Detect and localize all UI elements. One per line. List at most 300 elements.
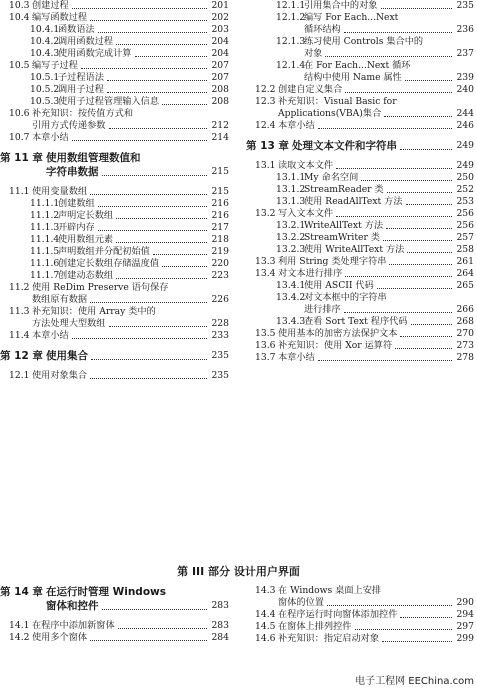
leader-dots <box>90 639 207 641</box>
leader-dots <box>102 174 207 176</box>
section-title: 写入文本文件 <box>278 208 334 219</box>
leader-dots <box>384 115 452 117</box>
page-number: 233 <box>211 330 229 341</box>
section-title: 创建动态数组 <box>58 270 114 281</box>
toc-entry[interactable] <box>0 60 232 72</box>
section-title: 使用 ReDim Preserve 语句保存 <box>32 282 169 293</box>
toc-entry[interactable] <box>246 120 477 132</box>
section-number: 12.1.1 <box>276 0 306 11</box>
toc-entry[interactable] <box>0 246 232 258</box>
toc-entry[interactable] <box>246 208 477 220</box>
page-number: 256 <box>456 220 474 231</box>
section-title: 本章小结 <box>32 330 69 341</box>
page-number: 220 <box>211 258 229 269</box>
toc-entry[interactable] <box>246 220 477 232</box>
toc-entry[interactable] <box>0 24 232 36</box>
page-number: 270 <box>456 328 474 339</box>
leader-dots <box>411 323 452 325</box>
leader-dots <box>325 55 452 57</box>
section-number: 14.3 <box>255 585 276 596</box>
page-number: 219 <box>211 246 229 257</box>
leader-dots <box>386 227 452 229</box>
toc-entry[interactable] <box>0 132 232 144</box>
toc-right-column-lower <box>246 585 477 645</box>
toc-entry[interactable] <box>0 620 232 632</box>
toc-entry[interactable] <box>246 108 477 120</box>
section-title: 在程序运行时向窗体添加控件 <box>278 609 398 620</box>
page-number: 207 <box>211 72 229 83</box>
page-number: 261 <box>456 256 474 267</box>
toc-entry[interactable] <box>246 597 477 609</box>
section-title: 窗体的位置 <box>278 597 324 608</box>
part-heading: 第 III 部分 设计用户界面 <box>177 565 300 578</box>
section-title: 对象 <box>304 48 323 59</box>
page-number: 253 <box>456 196 474 207</box>
page-number: 217 <box>211 222 229 233</box>
section-title: 编写 For Each...Next <box>304 12 399 23</box>
spacer <box>0 613 232 620</box>
spacer <box>0 144 232 151</box>
page-number: 297 <box>456 621 474 632</box>
section-title: 在 Windows 桌面上安排 <box>278 585 382 596</box>
section-number: 11.1 <box>9 186 30 197</box>
section-number: 13.1 <box>255 160 276 171</box>
page-number: 264 <box>456 268 474 279</box>
toc-entry[interactable] <box>246 160 477 172</box>
section-number: 10.4.2 <box>30 36 60 47</box>
section-title: 循环结构 <box>304 24 341 35</box>
toc-entry[interactable] <box>246 340 477 352</box>
leader-dots <box>405 79 452 81</box>
page-number: 215 <box>211 166 229 177</box>
section-title: 调用子过程 <box>58 84 104 95</box>
leader-dots <box>361 179 452 181</box>
chapter-title: 使用集合 <box>46 350 88 362</box>
leader-dots <box>135 55 207 57</box>
section-title: Applications(VBA)集合 <box>278 108 382 119</box>
toc-entry[interactable] <box>0 198 232 210</box>
toc-entry[interactable] <box>0 632 232 644</box>
section-number: 10.6 <box>9 108 30 119</box>
toc-entry[interactable] <box>246 585 477 597</box>
leader-dots <box>344 311 452 313</box>
toc-entry[interactable] <box>246 268 477 280</box>
page-number: 236 <box>456 24 474 35</box>
page-number: 273 <box>456 340 474 351</box>
leader-dots <box>90 377 207 379</box>
section-number: 11.1.1 <box>30 198 60 209</box>
toc-entry[interactable] <box>246 304 477 316</box>
section-title: WriteAllText 方法 <box>304 220 384 231</box>
chapter-entry[interactable] <box>0 599 232 613</box>
toc-entry[interactable] <box>0 186 232 198</box>
section-title: 使用变量数组 <box>32 186 88 197</box>
spacer <box>0 363 232 370</box>
section-title: 练习使用 Controls 集合中的 <box>304 36 424 47</box>
leader-dots <box>406 203 452 205</box>
toc-entry[interactable] <box>246 60 477 72</box>
section-number: 10.5.1 <box>30 72 60 83</box>
toc-entry[interactable] <box>0 12 232 24</box>
section-number: 13.2.3 <box>276 244 306 255</box>
page-number: 250 <box>456 172 474 183</box>
toc-entry[interactable] <box>246 48 477 60</box>
section-title: 使用 ReadAllText 方法 <box>304 196 403 207</box>
toc-entry[interactable] <box>246 72 477 84</box>
section-number: 12.3 <box>255 96 276 107</box>
toc-entry[interactable] <box>0 234 232 246</box>
toc-entry[interactable] <box>0 318 232 330</box>
spacer <box>0 179 232 186</box>
leader-dots <box>389 263 452 265</box>
page-number: 284 <box>211 632 229 643</box>
page-number: 258 <box>456 244 474 255</box>
toc-entry[interactable] <box>246 196 477 208</box>
toc-entry[interactable] <box>246 256 477 268</box>
leader-dots <box>72 337 207 339</box>
section-number: 10.3 <box>9 0 30 11</box>
section-number: 13.7 <box>255 352 276 363</box>
section-number: 11.2 <box>9 282 30 293</box>
page-number: 244 <box>456 108 474 119</box>
toc-entry[interactable] <box>0 270 232 282</box>
leader-dots <box>400 616 452 618</box>
page-number: 265 <box>456 280 474 291</box>
section-number: 13.2.2 <box>276 232 306 243</box>
section-title: 本章小结 <box>32 132 69 143</box>
section-number: 10.7 <box>9 132 30 143</box>
spacer <box>0 342 232 349</box>
chapter-number: 第 13 章 <box>246 140 289 152</box>
leader-dots <box>81 67 207 69</box>
toc-right-column <box>246 0 477 364</box>
page-number: 226 <box>211 294 229 305</box>
section-title: 在程序中添加新窗体 <box>32 620 115 631</box>
page-number: 218 <box>211 234 229 245</box>
toc-entry[interactable] <box>0 294 232 306</box>
page-number: 203 <box>211 24 229 35</box>
section-number: 12.1.3 <box>276 36 306 47</box>
section-title: 补充知识：指定启动对象 <box>278 633 380 644</box>
section-number: 14.4 <box>255 609 276 620</box>
page-number: 240 <box>456 84 474 95</box>
section-number: 12.1 <box>9 370 30 381</box>
section-title: 读取文本文件 <box>278 160 334 171</box>
chapter-number: 第 12 章 <box>0 350 43 362</box>
leader-dots <box>90 301 207 303</box>
section-number: 12.1.4 <box>276 60 306 71</box>
section-title: 结构中使用 Name 属性 <box>304 72 402 83</box>
toc-left-column <box>0 0 232 382</box>
leader-dots <box>344 31 452 33</box>
section-title: 方法处理大型数组 <box>32 318 106 329</box>
page-number: 212 <box>211 120 229 131</box>
section-number: 14.1 <box>9 620 30 631</box>
section-title: My 命名空间 <box>304 172 359 183</box>
section-number: 13.4.1 <box>276 280 306 291</box>
leader-dots <box>382 640 452 642</box>
leader-dots <box>107 91 207 93</box>
leader-dots <box>153 253 207 255</box>
page-number: 201 <box>211 0 229 11</box>
section-number: 13.2.1 <box>276 220 306 231</box>
page-number: 266 <box>456 304 474 315</box>
section-number: 11.1.3 <box>30 222 60 233</box>
toc-entry[interactable] <box>246 621 477 633</box>
toc-entry[interactable] <box>0 120 232 132</box>
section-number: 10.4.3 <box>30 48 60 59</box>
section-title: 使用 ASCII 代码 <box>304 280 374 291</box>
section-title: 编写函数过程 <box>32 12 88 23</box>
page-number: 278 <box>456 352 474 363</box>
section-number: 13.1.3 <box>276 196 306 207</box>
page-number: 237 <box>456 48 474 59</box>
leader-dots <box>109 127 207 129</box>
section-number: 12.4 <box>255 120 276 131</box>
toc-entry[interactable] <box>246 0 477 12</box>
chapter-entry[interactable] <box>0 585 232 599</box>
toc-entry[interactable] <box>0 222 232 234</box>
section-title: 本章小结 <box>278 352 315 363</box>
chapter-entry[interactable] <box>246 139 477 153</box>
section-title: 使用多个窗体 <box>32 632 88 643</box>
page-number: 283 <box>211 600 229 611</box>
toc-entry[interactable] <box>246 316 477 328</box>
leader-dots <box>383 239 452 241</box>
toc-entry[interactable] <box>0 48 232 60</box>
page-number: 216 <box>211 198 229 209</box>
leader-dots <box>355 628 452 630</box>
toc-entry[interactable] <box>0 282 232 294</box>
toc-entry[interactable] <box>246 12 477 24</box>
toc-entry[interactable] <box>0 306 232 318</box>
section-number: 14.6 <box>255 633 276 644</box>
toc-entry[interactable] <box>246 172 477 184</box>
page-number: 268 <box>456 316 474 327</box>
toc-entry[interactable] <box>0 84 232 96</box>
section-title: 引用集合中的对象 <box>304 0 378 11</box>
chapter-title: 字符串数据 <box>46 166 99 178</box>
leader-dots <box>336 215 452 217</box>
section-title: 补充知识：使用 Xor 运算符 <box>278 340 393 351</box>
page-number: 214 <box>211 132 229 143</box>
section-number: 14.2 <box>9 632 30 643</box>
leader-dots <box>98 205 207 207</box>
section-title: 子过程语法 <box>58 72 104 83</box>
leader-dots <box>381 7 452 9</box>
toc-entry[interactable] <box>246 328 477 340</box>
chapter-number: 第 14 章 <box>0 586 43 598</box>
leader-dots <box>116 277 207 279</box>
page-number: 299 <box>456 633 474 644</box>
page-number: 257 <box>456 232 474 243</box>
page-number: 246 <box>456 120 474 131</box>
chapter-entry[interactable] <box>0 349 232 363</box>
toc-entry[interactable] <box>246 292 477 304</box>
page-number: 239 <box>456 72 474 83</box>
section-title: 使用基本的加密方法保护文本 <box>278 328 398 339</box>
toc-entry[interactable] <box>0 370 232 382</box>
toc-entry[interactable] <box>0 72 232 84</box>
section-title: 调用函数过程 <box>58 36 114 47</box>
chapter-title: 使用数组管理数值和 <box>46 152 141 164</box>
toc-entry[interactable] <box>0 108 232 120</box>
section-number: 11.4 <box>9 330 30 341</box>
leader-dots <box>318 127 452 129</box>
leader-dots <box>377 287 452 289</box>
leader-dots <box>98 31 207 33</box>
section-number: 11.1.7 <box>30 270 60 281</box>
section-number: 13.1.1 <box>276 172 306 183</box>
leader-dots <box>109 325 207 327</box>
page-number: 208 <box>211 84 229 95</box>
section-title: 对文本进行排序 <box>278 268 343 279</box>
toc-entry[interactable] <box>246 633 477 645</box>
chapter-title: 处理文本文件和字符串 <box>292 140 397 152</box>
section-title: StreamReader 类 <box>304 184 384 195</box>
section-number: 11.1.2 <box>30 210 60 221</box>
toc-entry[interactable] <box>0 258 232 270</box>
section-title: 数组原有数据 <box>32 294 88 305</box>
section-title: StreamWriter 类 <box>304 232 380 243</box>
section-number: 11.1.6 <box>30 258 60 269</box>
section-number: 10.5.2 <box>30 84 60 95</box>
chapter-number: 第 11 章 <box>0 152 43 164</box>
section-number: 12.1.2 <box>276 12 306 23</box>
chapter-entry[interactable] <box>0 151 232 165</box>
section-title: 声明定长数组 <box>58 210 114 221</box>
leader-dots <box>407 251 452 253</box>
leader-dots <box>327 604 452 606</box>
page-number: 290 <box>456 597 474 608</box>
toc-entry[interactable] <box>246 84 477 96</box>
toc-entry[interactable] <box>0 210 232 222</box>
section-number: 14.5 <box>255 621 276 632</box>
leader-dots <box>162 103 207 105</box>
toc-entry[interactable] <box>246 609 477 621</box>
section-title: 使用 WriteAllText 方法 <box>304 244 405 255</box>
section-title: 创建数组 <box>58 198 95 209</box>
spacer <box>246 132 477 139</box>
leader-dots <box>72 139 207 141</box>
leader-dots <box>116 241 207 243</box>
page-number: 249 <box>456 140 474 151</box>
toc-entry[interactable] <box>0 0 232 12</box>
section-number: 10.4 <box>9 12 30 23</box>
section-title: 补充知识：Visual Basic for <box>278 96 397 107</box>
toc-entry[interactable] <box>246 280 477 292</box>
page-number: 235 <box>211 370 229 381</box>
leader-dots <box>345 275 452 277</box>
leader-dots <box>387 191 452 193</box>
section-title: 编写子过程 <box>32 60 78 71</box>
page-number: 204 <box>211 36 229 47</box>
section-title: 使用对象集合 <box>32 370 88 381</box>
page-number: 249 <box>456 160 474 171</box>
section-title: 声明数组并分配初始值 <box>58 246 150 257</box>
page-number: 235 <box>211 350 229 361</box>
section-title: 使用子过程管理输入信息 <box>58 96 160 107</box>
section-number: 13.4 <box>255 268 276 279</box>
spacer <box>246 153 477 160</box>
toc-entry[interactable] <box>246 36 477 48</box>
section-number: 13.2 <box>255 208 276 219</box>
section-title: 创建定长数组存储温度值 <box>58 258 160 269</box>
section-title: 使用函数完成计算 <box>58 48 132 59</box>
section-title: 创建过程 <box>32 0 69 11</box>
toc-entry[interactable] <box>246 96 477 108</box>
section-number: 12.2 <box>255 84 276 95</box>
leader-dots <box>90 19 207 21</box>
section-title: 对文本框中的字符串 <box>304 292 387 303</box>
toc-entry[interactable] <box>246 244 477 256</box>
section-title: 创建自定义集合 <box>278 84 343 95</box>
section-number: 11.1.5 <box>30 246 60 257</box>
section-number: 11.1.4 <box>30 234 60 245</box>
section-number: 13.3 <box>255 256 276 267</box>
section-number: 13.5 <box>255 328 276 339</box>
leader-dots <box>400 335 452 337</box>
leader-dots <box>91 358 207 360</box>
section-number: 10.4.1 <box>30 24 60 35</box>
section-title: 在窗体上排列控件 <box>278 621 352 632</box>
section-title: 查看 Sort Text 程序代码 <box>304 316 408 327</box>
page-number: 207 <box>211 60 229 71</box>
leader-dots <box>395 347 452 349</box>
toc-entry[interactable] <box>246 352 477 364</box>
page-number: 228 <box>211 318 229 329</box>
section-title: 补充知识：使用 Array 类中的 <box>32 306 156 317</box>
toc-entry[interactable] <box>0 330 232 342</box>
toc-entry[interactable] <box>0 36 232 48</box>
watermark: 电子工程网 EEChina.com <box>355 676 474 687</box>
section-title: 函数语法 <box>58 24 95 35</box>
leader-dots <box>118 627 207 629</box>
page-number: 208 <box>211 96 229 107</box>
section-number: 13.4.3 <box>276 316 306 327</box>
toc-entry[interactable] <box>0 96 232 108</box>
leader-dots <box>162 265 207 267</box>
section-number: 10.5.3 <box>30 96 60 107</box>
section-title: 开辟内存 <box>58 222 95 233</box>
leader-dots <box>107 79 207 81</box>
section-number: 10.5 <box>9 60 30 71</box>
section-title: 在 For Each...Next 循环 <box>304 60 411 71</box>
section-title: 补充知识：按传值方式和 <box>32 108 134 119</box>
leader-dots <box>72 7 207 9</box>
page-number: 252 <box>456 184 474 195</box>
leader-dots <box>318 359 452 361</box>
section-title: 进行排序 <box>304 304 341 315</box>
section-number: 13.6 <box>255 340 276 351</box>
page-number: 294 <box>456 609 474 620</box>
toc-entry[interactable] <box>246 184 477 196</box>
leader-dots <box>345 91 452 93</box>
page-number: 204 <box>211 48 229 59</box>
leader-dots <box>336 167 452 169</box>
page-number: 235 <box>456 0 474 11</box>
leader-dots <box>102 608 207 610</box>
toc-entry[interactable] <box>246 24 477 36</box>
chapter-entry[interactable] <box>0 165 232 179</box>
section-title: 利用 String 类处理字符串 <box>278 256 387 267</box>
page-number: 256 <box>456 208 474 219</box>
section-title: 使用数组元素 <box>58 234 114 245</box>
toc-entry[interactable] <box>246 232 477 244</box>
page-number: 215 <box>211 186 229 197</box>
chapter-title: 在运行时管理 Windows <box>46 586 166 598</box>
page-number: 216 <box>211 210 229 221</box>
